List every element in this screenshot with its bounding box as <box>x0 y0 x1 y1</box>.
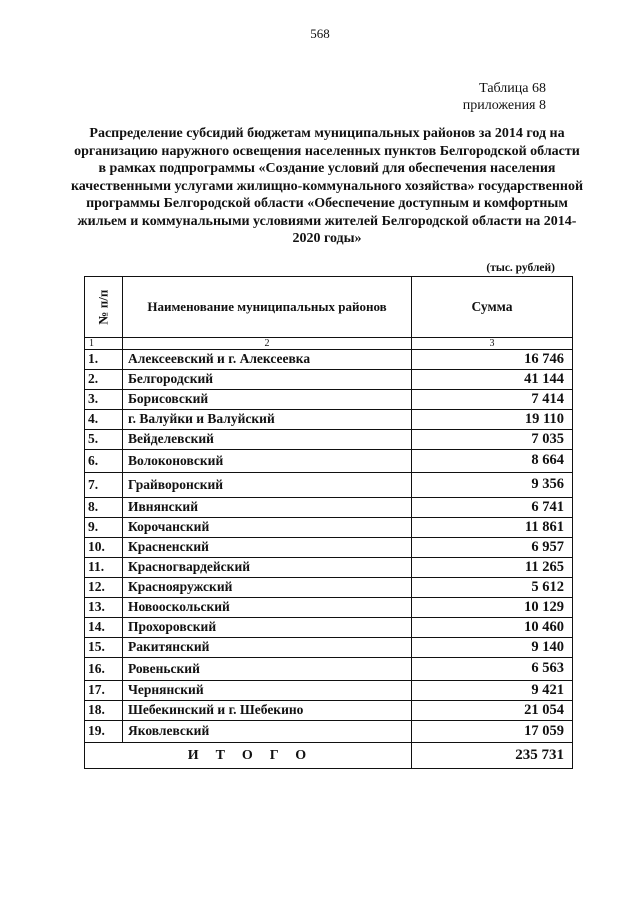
district-name: Грайворонский <box>123 473 412 498</box>
subsidy-amount: 9 421 <box>412 681 573 701</box>
header-number <box>85 277 123 338</box>
subsidy-amount: 21 054 <box>412 701 573 721</box>
row-number: 10. <box>85 538 123 558</box>
table-row <box>85 638 573 658</box>
subsidies-table <box>84 276 573 769</box>
district-name: Красногвардейский <box>123 558 412 578</box>
table-reference <box>463 80 546 114</box>
subsidy-amount: 11 265 <box>412 558 573 578</box>
table-row <box>85 681 573 701</box>
row-number: 14. <box>85 618 123 638</box>
district-name: г. Валуйки и Валуйский <box>123 410 412 430</box>
subsidy-amount: 16 746 <box>412 350 573 370</box>
table-row <box>85 498 573 518</box>
header-row <box>85 277 573 338</box>
row-number: 6. <box>85 450 123 473</box>
header-number-label: № п/п <box>95 289 111 325</box>
district-name: Волоконовский <box>123 450 412 473</box>
row-number: 13. <box>85 598 123 618</box>
row-number: 8. <box>85 498 123 518</box>
total-label: ИТОГО <box>85 743 412 769</box>
table-row <box>85 658 573 681</box>
district-name: Новооскольский <box>123 598 412 618</box>
table-row <box>85 538 573 558</box>
subsidy-amount: 6 563 <box>412 658 573 681</box>
table-row <box>85 618 573 638</box>
units-label: (тыс. рублей) <box>486 262 555 274</box>
row-number: 3. <box>85 390 123 410</box>
table-row <box>85 701 573 721</box>
table-row <box>85 558 573 578</box>
district-name: Ракитянский <box>123 638 412 658</box>
total-row <box>85 743 573 769</box>
subsidy-amount: 11 861 <box>412 518 573 538</box>
subsidy-amount: 41 144 <box>412 370 573 390</box>
row-number: 19. <box>85 721 123 743</box>
table-row <box>85 721 573 743</box>
row-number: 4. <box>85 410 123 430</box>
subsidy-amount: 7 414 <box>412 390 573 410</box>
district-name: Чернянский <box>123 681 412 701</box>
subsidy-amount: 9 140 <box>412 638 573 658</box>
table-reference-line2: приложения 8 <box>462 98 546 113</box>
district-name: Шебекинский и г. Шебекино <box>123 701 412 721</box>
subsidy-amount: 7 035 <box>412 430 573 450</box>
table-row <box>85 390 573 410</box>
table-reference-line1: Таблица 68 <box>479 81 546 96</box>
district-name: Яковлевский <box>123 721 412 743</box>
district-name: Краснояружский <box>123 578 412 598</box>
district-name: Вейделевский <box>123 430 412 450</box>
district-name: Белгородский <box>123 370 412 390</box>
subsidy-amount: 5 612 <box>412 578 573 598</box>
district-name: Борисовский <box>123 390 412 410</box>
subsidy-amount: 10 460 <box>412 618 573 638</box>
table-body <box>85 350 573 743</box>
table-row <box>85 370 573 390</box>
district-name: Корочанский <box>123 518 412 538</box>
document-title: Распределение субсидий бюджетам муниципальных районов за 2014 год на организацию наружного освещения населенных пунктов Белгородской области в рамках подпрограммы «Создание условий для обеспечения населения качественными услугами жилищно-коммунального хозяйства» государственной программы Белгородской области «Обеспечение доступным и комфортным жильем и коммунальными условиями жителей Белгородской области на 2014-2020 годы» <box>70 126 584 246</box>
district-name: Прохоровский <box>123 618 412 638</box>
row-number: 2. <box>85 370 123 390</box>
row-number: 9. <box>85 518 123 538</box>
row-number: 5. <box>85 430 123 450</box>
page-number: 568 <box>310 26 330 41</box>
column-number: 3 <box>412 338 573 350</box>
table-row <box>85 518 573 538</box>
subsidy-amount: 6 957 <box>412 538 573 558</box>
row-number: 7. <box>85 473 123 498</box>
table-row <box>85 410 573 430</box>
district-name: Алексеевский и г. Алексеевка <box>123 350 412 370</box>
table-row <box>85 430 573 450</box>
row-number: 17. <box>85 681 123 701</box>
subsidy-amount: 6 741 <box>412 498 573 518</box>
table-row <box>85 450 573 473</box>
column-number: 1 <box>85 338 123 350</box>
subsidy-amount: 9 356 <box>412 473 573 498</box>
row-number: 1. <box>85 350 123 370</box>
row-number: 11. <box>85 558 123 578</box>
total-sum: 235 731 <box>412 743 573 769</box>
table-row <box>85 598 573 618</box>
row-number: 12. <box>85 578 123 598</box>
row-number: 15. <box>85 638 123 658</box>
table-row <box>85 578 573 598</box>
table-row <box>85 350 573 370</box>
subsidy-amount: 10 129 <box>412 598 573 618</box>
subsidy-amount: 19 110 <box>412 410 573 430</box>
row-number: 16. <box>85 658 123 681</box>
subsidy-amount: 17 059 <box>412 721 573 743</box>
header-sum: Сумма <box>412 277 573 338</box>
district-name: Красненский <box>123 538 412 558</box>
subsidy-amount: 8 664 <box>412 450 573 473</box>
district-name: Ивнянский <box>123 498 412 518</box>
row-number: 18. <box>85 701 123 721</box>
column-number: 2 <box>123 338 412 350</box>
table-row <box>85 473 573 498</box>
district-name: Ровеньский <box>123 658 412 681</box>
header-district-name: Наименование муниципальных районов <box>123 277 412 338</box>
column-numbers-row <box>85 338 573 350</box>
